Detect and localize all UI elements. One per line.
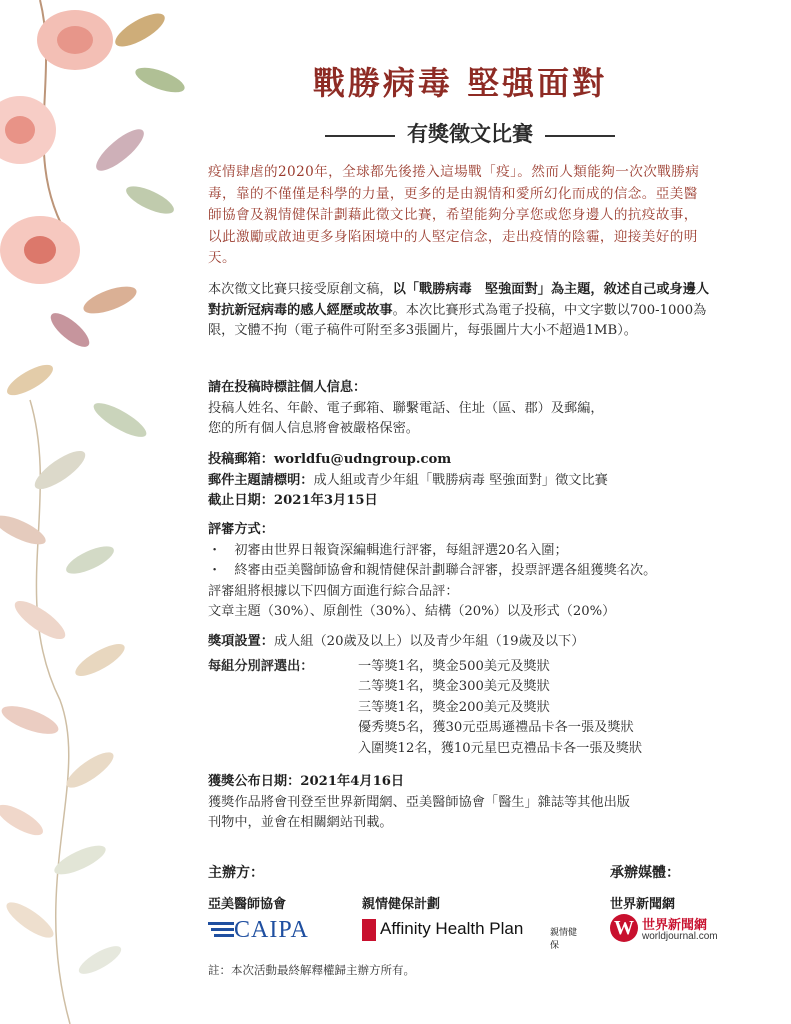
prize-item: 二等獎1名，獎金300美元及獎狀 bbox=[358, 679, 550, 694]
prize-item: 優秀獎5名，獲30元亞馬遜禮品卡各一張及獎狀 bbox=[358, 720, 634, 735]
wj-logo-cn: 世界新聞網 bbox=[642, 918, 708, 933]
rules-text-c: 。本次比賽形式為電子投稿，中文字數以700-1000為限，文體不拘（電子稿件可附至多3張圖片，每張圖片大小不超過1MB）。 bbox=[208, 302, 707, 338]
wj-logo-en: worldjournal.com bbox=[642, 931, 718, 942]
prize-section bbox=[208, 632, 718, 759]
right-rule bbox=[545, 135, 615, 137]
judging-section bbox=[208, 520, 718, 623]
wj-mark-icon: W bbox=[610, 914, 638, 942]
announce-date: 獲獎公布日期：2021年4月16日 bbox=[208, 774, 405, 789]
info-line-2: 您的所有個人信息將會被嚴格保密。 bbox=[208, 421, 419, 436]
subject-label: 郵件主題請標明： bbox=[208, 472, 314, 488]
page-subtitle bbox=[270, 118, 670, 148]
prize-list bbox=[358, 657, 642, 760]
intro-paragraph: 疫情肆虐的2020年，全球都先後捲入這場戰「疫」。然而人類能夠一次次戰勝病毒，靠的不僅僅是科學的力量，更多的是由親情和愛所幻化而成的信念。亞美醫師協會及親情健保計劃藉此徵文比賽，希望能夠分享您或您身邊人的抗疫故事，以此激勵或啟迪更多身陷困境中的人堅定信念，走出疫情的陰霾，迎接美好的明天。 bbox=[208, 164, 700, 266]
prize-item: 三等獎1名，獎金200美元及獎狀 bbox=[358, 699, 550, 715]
left-rule bbox=[325, 135, 395, 137]
caipa-logo bbox=[208, 917, 338, 943]
email-value[interactable]: worldfu@udngroup.com bbox=[273, 452, 452, 467]
rules-paragraph bbox=[208, 280, 718, 342]
prize-label: 獎項設置： bbox=[208, 634, 274, 649]
prize-item: 入圍獎12名，獲10元星巴克禮品卡各一張及獎狀 bbox=[358, 740, 643, 756]
organizer-2-name: 親情健保計劃 bbox=[362, 897, 441, 912]
prize-item: 一等獎1名，獎金500美元及獎狀 bbox=[358, 658, 550, 674]
announce-line-1: 獲獎作品將會刊登至世界新聞網、亞美醫師協會「醫生」雜誌等其他出版 bbox=[208, 794, 630, 810]
worldjournal-logo bbox=[610, 914, 730, 946]
affinity-logo-sub: 親情健保 bbox=[550, 928, 578, 951]
judging-item-1: ・ 初審由世界日報資深編輯進行評審，每組評選20名入圍； bbox=[208, 542, 568, 558]
affinity-mark-icon bbox=[362, 919, 376, 941]
caipa-logo-text: CAIPA bbox=[234, 917, 309, 943]
rules-text-a: 本次徵文比賽只接受原創文稿， bbox=[208, 282, 393, 297]
organizer-1-name: 亞美醫師協會 bbox=[208, 897, 287, 912]
floral-decoration bbox=[0, 0, 230, 1024]
rules-text-theme: 以「戰勝病毒 堅強面對」為主題，敘述自己或身邊人對抗新冠病毒的感人經歷或故事 bbox=[208, 282, 710, 318]
media-name: 世界新聞網 bbox=[610, 897, 676, 912]
judging-item-4: 文章主題（30%）、原創性（30%）、結構（20%）以及形式（20%） bbox=[208, 604, 616, 619]
group-label: 每組分別評選出： bbox=[208, 658, 314, 674]
media-heading: 承辦媒體： bbox=[610, 865, 680, 881]
email-label: 投稿郵箱： bbox=[208, 452, 274, 467]
judging-item-3: 評審組將根據以下四個方面進行綜合品評： bbox=[208, 583, 459, 599]
footnote: 註：本次活動最終解釋權歸主辦方所有。 bbox=[208, 963, 415, 977]
subtitle-text: 有獎徵文比賽 bbox=[407, 121, 533, 146]
announce-line-2: 刊物中，並會在相關網站刊載。 bbox=[208, 815, 393, 830]
submission-section bbox=[208, 450, 718, 512]
judging-item-2: ・ 終審由亞美醫師協會和親情健保計劃聯合評審，投票評選各組獲獎名次。 bbox=[208, 563, 657, 578]
affinity-logo bbox=[362, 917, 582, 951]
personal-info-section bbox=[208, 378, 718, 440]
subject-value: 成人組或青少年組「戰勝病毒 堅強面對」徵文比賽 bbox=[313, 472, 608, 488]
page-title: 戰勝病毒 堅强面對 bbox=[312, 64, 608, 102]
prize-value: 成人組（20歲及以上）以及青少年組（19歲及以下） bbox=[273, 634, 585, 649]
affinity-logo-text: Affinity Health Plan bbox=[380, 919, 524, 938]
info-line-1: 投稿人姓名、年齡、電子郵箱、聯繫電話、住址（區、郡）及郵編， bbox=[208, 400, 604, 416]
organizer-heading: 主辦方： bbox=[208, 865, 264, 881]
judging-heading: 評審方式： bbox=[208, 522, 274, 537]
info-heading: 請在投稿時標註個人信息： bbox=[208, 380, 367, 395]
announcement-section bbox=[208, 772, 718, 834]
deadline: 截止日期：2021年3月15日 bbox=[208, 493, 378, 508]
